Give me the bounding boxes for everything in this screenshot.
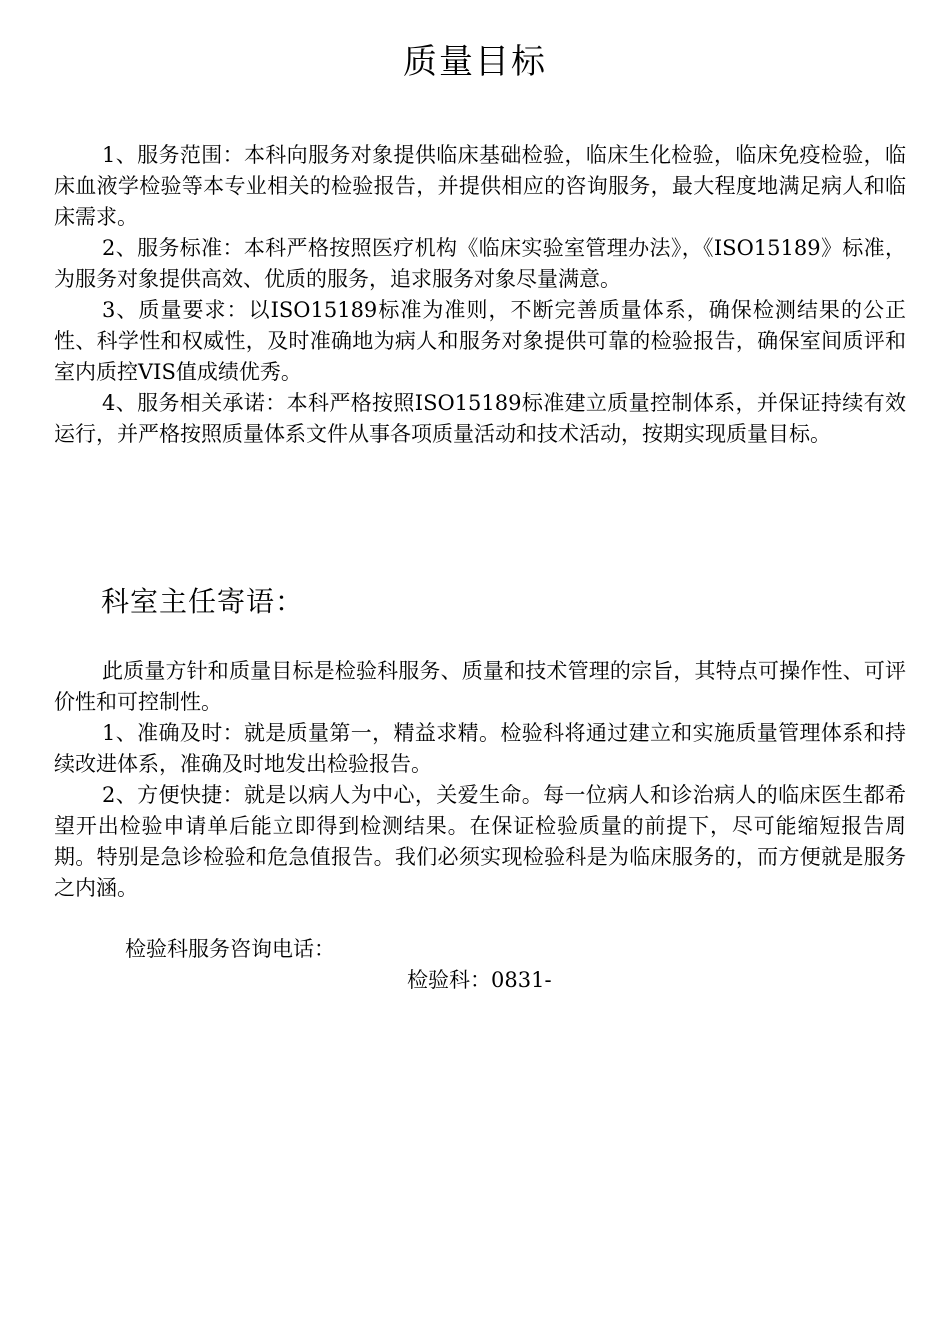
goal-paragraph-scope: 1、服务范围：本科向服务对象提供临床基础检验，临床生化检验，临床免疫检验，临床血液学检验等本专业相关的检验报告，并提供相应的咨询服务，最大程度地满足病人和临床需求。 — [54, 143, 906, 229]
contact-phone: 检验科：0831- — [407, 968, 552, 992]
contact-label: 检验科服务咨询电话： — [125, 937, 335, 961]
message-paragraph-convenience: 2、方便快捷：就是以病人为中心，关爱生命。每一位病人和诊治病人的临床医生都希望开出检验申请单后能立即得到检测结果。在保证检验质量的前提下，尽可能缩短报告周期。特别是急诊检验和危急值报告。我们必须实现检验科是为临床服务的，而方便就是服务之内涵。 — [54, 783, 906, 900]
message-paragraph-accuracy: 1、准确及时：就是质量第一，精益求精。检验科将通过建立和实施质量管理体系和持续改进体系，准确及时地发出检验报告。 — [54, 721, 906, 776]
director-message-section — [54, 656, 906, 904]
message-paragraph-intro: 此质量方针和质量目标是检验科服务、质量和技术管理的宗旨，其特点可操作性、可评价性和可控制性。 — [54, 659, 906, 714]
goal-paragraph-commitment: 4、服务相关承诺：本科严格按照ISO15189标准建立质量控制体系，并保证持续有效运行，并严格按照质量体系文件从事各项质量活动和技术活动，按期实现质量目标。 — [54, 391, 906, 446]
goal-paragraph-standard: 2、服务标准：本科严格按照医疗机构《临床实验室管理办法》，《ISO15189》标准，为服务对象提供高效、优质的服务，追求服务对象尽量满意。 — [54, 236, 906, 291]
document-title: 质量目标 — [403, 42, 547, 82]
goal-paragraph-quality-requirement: 3、质量要求：以ISO15189标准为准则，不断完善质量体系，确保检测结果的公正性、科学性和权威性，及时准确地为病人和服务对象提供可靠的检验报告，确保室间质评和室内质控VIS值成绩优秀。 — [54, 298, 906, 384]
director-message-heading: 科室主任寄语： — [101, 585, 305, 618]
quality-goals-section — [54, 140, 906, 450]
